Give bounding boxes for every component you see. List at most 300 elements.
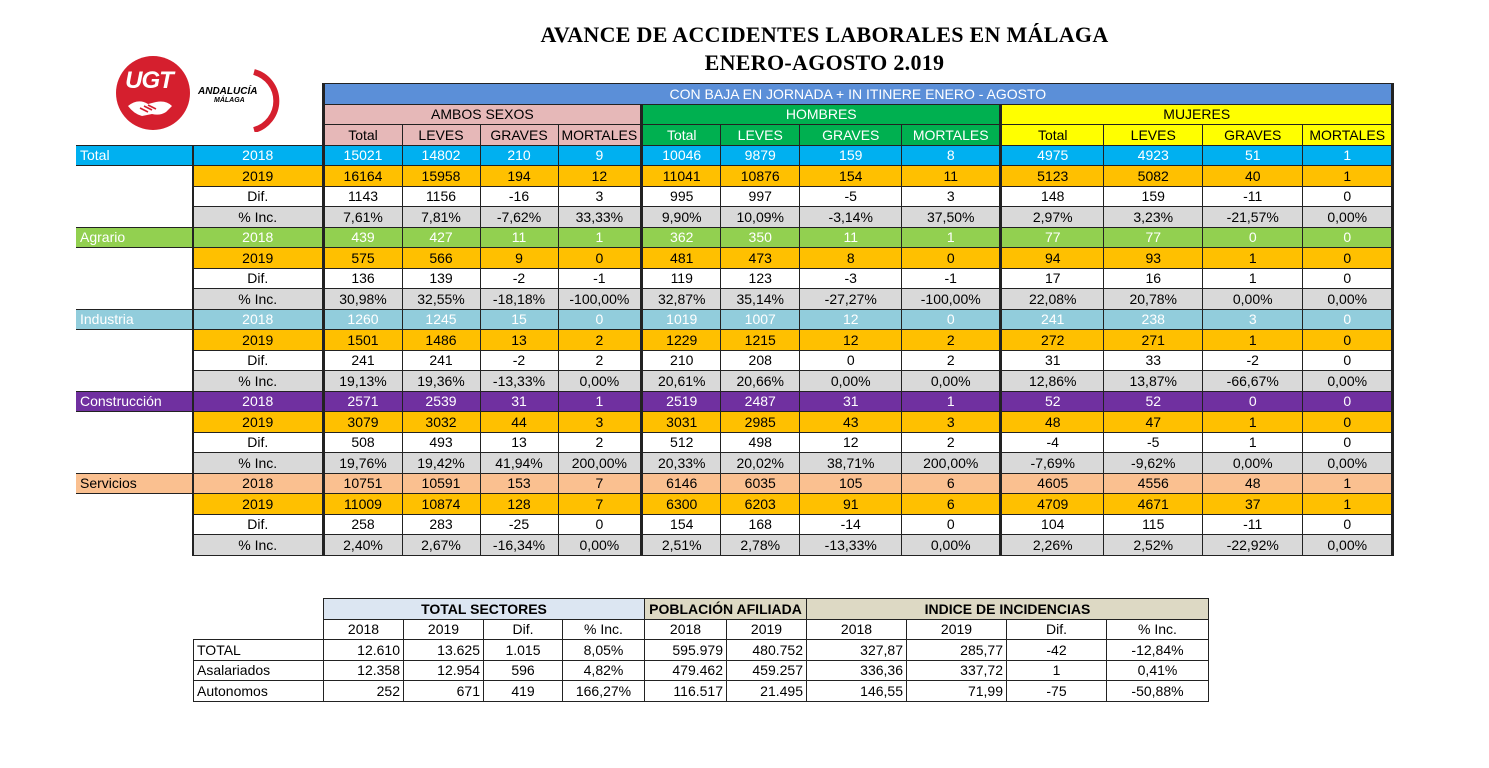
cell-mujeres: 0,00% (1303, 453, 1393, 474)
cell: 12.610 (324, 640, 404, 661)
sector-label: Total (76, 145, 193, 166)
cell-hombres: 11 (800, 227, 902, 248)
column-header: 2019 (727, 619, 807, 640)
cell-hombres: 6146 (642, 473, 721, 494)
cell-hombres: 208 (721, 350, 800, 371)
cell-hombres: 12 (800, 309, 902, 330)
cell-ambos: 1 (558, 227, 642, 248)
cell: 595.979 (645, 640, 727, 661)
cell-mujeres: 0 (1303, 186, 1393, 207)
row-label: Autonomos (194, 681, 324, 702)
cell-ambos: 1 (558, 391, 642, 412)
cell-mujeres: 4556 (1104, 473, 1203, 494)
sector-label-empty (76, 186, 193, 207)
cell-ambos: 32,55% (402, 289, 480, 310)
cell-ambos: 283 (402, 514, 480, 535)
table-row (76, 473, 1393, 494)
cell: 336,36 (807, 660, 907, 681)
cell: 12.358 (324, 660, 404, 681)
cell-mujeres: 48 (1203, 473, 1303, 494)
cell-hombres: 995 (642, 186, 721, 207)
cell-hombres: 168 (721, 514, 800, 535)
cell-ambos: 566 (402, 248, 480, 269)
cell-hombres: -5 (800, 186, 902, 207)
cell-hombres: 6 (902, 473, 1001, 494)
blank (194, 619, 324, 640)
cell: 13.625 (404, 640, 484, 661)
cell-hombres: 1 (902, 391, 1001, 412)
blank (76, 125, 323, 146)
cell: -12,84% (1107, 640, 1209, 661)
table-row (76, 248, 1393, 269)
cell-mujeres: 148 (1001, 186, 1104, 207)
cell-hombres: 3 (902, 412, 1001, 433)
cell-hombres: 362 (642, 227, 721, 248)
cell-hombres: 35,14% (721, 289, 800, 310)
cell-ambos: 2571 (323, 391, 402, 412)
row-label: % Inc. (193, 371, 323, 392)
cell-mujeres: 0 (1203, 227, 1303, 248)
column-header: LEVES (402, 125, 480, 146)
column-header: MORTALES (902, 125, 1001, 146)
table-row (76, 350, 1393, 371)
cell-ambos: -7,62% (480, 207, 558, 228)
row-label: % Inc. (193, 535, 323, 556)
cell: 21.495 (727, 681, 807, 702)
table-row (76, 535, 1393, 556)
cell-ambos: 2539 (402, 391, 480, 412)
cell-hombres: 2487 (721, 391, 800, 412)
cell-ambos: 1260 (323, 309, 402, 330)
cell-mujeres: -2 (1203, 350, 1303, 371)
logo-region: ANDALUCÍA (198, 86, 258, 97)
cell-ambos: 11 (480, 227, 558, 248)
cell-ambos: 258 (323, 514, 402, 535)
cell-mujeres: 4709 (1001, 494, 1104, 515)
cell-ambos: 1245 (402, 309, 480, 330)
cell-ambos: 0 (558, 248, 642, 269)
cell-hombres: 11041 (642, 166, 721, 187)
cell-ambos: 241 (402, 350, 480, 371)
cell-mujeres: 13,87% (1104, 371, 1203, 392)
cell-hombres: 9879 (721, 145, 800, 166)
row-label: Dif. (193, 268, 323, 289)
row-label: 2019 (193, 166, 323, 187)
row-label: TOTAL (194, 640, 324, 661)
cell-mujeres: 47 (1104, 412, 1203, 433)
group-header: AMBOS SEXOS (323, 104, 642, 125)
page-title: AVANCE DE ACCIDENTES LABORALES EN MÁLAGA (540, 22, 1109, 47)
group-header: HOMBRES (642, 104, 1001, 125)
cell-ambos: -2 (480, 350, 558, 371)
cell-hombres: 105 (800, 473, 902, 494)
sector-label-empty (76, 453, 193, 474)
row-label: 2018 (193, 309, 323, 330)
cell-mujeres: 238 (1104, 309, 1203, 330)
row-label: % Inc. (193, 289, 323, 310)
cell-mujeres: 1 (1203, 248, 1303, 269)
cell-hombres: 20,66% (721, 371, 800, 392)
cell-ambos: -100,00% (558, 289, 642, 310)
cell-ambos: 33,33% (558, 207, 642, 228)
blank (76, 84, 323, 105)
cell-mujeres: 159 (1104, 186, 1203, 207)
cell-mujeres: 12,86% (1001, 371, 1104, 392)
cell-hombres: 1215 (721, 330, 800, 351)
sector-label-empty (76, 330, 193, 351)
page-subtitle: ENERO-AGOSTO 2.019 (704, 50, 945, 75)
cell-hombres: -14 (800, 514, 902, 535)
table-row (76, 494, 1393, 515)
cell-ambos: -16,34% (480, 535, 558, 556)
cell: 146,55 (807, 681, 907, 702)
cell: 327,87 (807, 640, 907, 661)
cell-ambos: 13 (480, 432, 558, 453)
cell-mujeres: 1 (1203, 330, 1303, 351)
cell-mujeres: 271 (1104, 330, 1203, 351)
cell-hombres: 997 (721, 186, 800, 207)
row-label: Dif. (193, 432, 323, 453)
cell-hombres: 6035 (721, 473, 800, 494)
cell-mujeres: 4975 (1001, 145, 1104, 166)
cell-ambos: 136 (323, 268, 402, 289)
cell-hombres: 43 (800, 412, 902, 433)
cell-ambos: 2 (558, 330, 642, 351)
cell-mujeres: 0 (1203, 391, 1303, 412)
cell-ambos: -13,33% (480, 371, 558, 392)
cell-mujeres: 40 (1203, 166, 1303, 187)
cell-ambos: 13 (480, 330, 558, 351)
cell-mujeres: 0,00% (1303, 535, 1393, 556)
cell-ambos: 15021 (323, 145, 402, 166)
cell-hombres: 2 (902, 350, 1001, 371)
cell-ambos: 194 (480, 166, 558, 187)
cell-mujeres: 4923 (1104, 145, 1203, 166)
cell: 480.752 (727, 640, 807, 661)
cell-ambos: 19,36% (402, 371, 480, 392)
cell-mujeres: 0,00% (1203, 453, 1303, 474)
cell-mujeres: 1 (1303, 494, 1393, 515)
column-header: 2018 (324, 619, 404, 640)
column-header: LEVES (721, 125, 800, 146)
table-row (76, 186, 1393, 207)
table-row (76, 514, 1393, 535)
cell-ambos: 10591 (402, 473, 480, 494)
logo-city: MÁLAGA (214, 97, 245, 104)
cell-ambos: 3079 (323, 412, 402, 433)
cell-ambos: 3032 (402, 412, 480, 433)
table-row (76, 309, 1393, 330)
cell-mujeres: -4 (1001, 432, 1104, 453)
column-header: 2018 (807, 619, 907, 640)
cell-mujeres: 37 (1203, 494, 1303, 515)
table-row (76, 227, 1393, 248)
cell-mujeres: 1 (1203, 268, 1303, 289)
row-label: Dif. (193, 350, 323, 371)
cell-mujeres: 1 (1303, 473, 1393, 494)
sector-label-empty (76, 371, 193, 392)
cell-mujeres: 0 (1303, 330, 1393, 351)
cell-ambos: -25 (480, 514, 558, 535)
cell-hombres: 9,90% (642, 207, 721, 228)
cell-ambos: 7,81% (402, 207, 480, 228)
cell-hombres: 1007 (721, 309, 800, 330)
cell-hombres: 159 (800, 145, 902, 166)
cell-mujeres: 33 (1104, 350, 1203, 371)
cell-mujeres: 0 (1303, 268, 1393, 289)
cell: -42 (1007, 640, 1107, 661)
cell-hombres: 498 (721, 432, 800, 453)
column-header: Total (323, 125, 402, 146)
cell-hombres: -27,27% (800, 289, 902, 310)
cell-hombres: -3 (800, 268, 902, 289)
cell-ambos: 1486 (402, 330, 480, 351)
cell-hombres: 2 (902, 432, 1001, 453)
cell-mujeres: 4605 (1001, 473, 1104, 494)
column-header: LEVES (1104, 125, 1203, 146)
cell-hombres: 481 (642, 248, 721, 269)
cell-mujeres: 20,78% (1104, 289, 1203, 310)
cell-ambos: 0,00% (558, 535, 642, 556)
cell-mujeres: 1 (1303, 166, 1393, 187)
cell-ambos: 439 (323, 227, 402, 248)
sector-label-empty (76, 268, 193, 289)
cell-hombres: 31 (800, 391, 902, 412)
cell-mujeres: -9,62% (1104, 453, 1203, 474)
cell-hombres: 3031 (642, 412, 721, 433)
cell-hombres: 1229 (642, 330, 721, 351)
table-row (76, 412, 1393, 433)
cell-mujeres: 22,08% (1001, 289, 1104, 310)
cell-hombres: 1 (902, 227, 1001, 248)
cell-ambos: -18,18% (480, 289, 558, 310)
group-header: TOTAL SECTORES (324, 599, 645, 620)
cell-mujeres: 241 (1001, 309, 1104, 330)
cell-mujeres: 3,23% (1104, 207, 1203, 228)
cell-ambos: -1 (558, 268, 642, 289)
table-row (76, 391, 1393, 412)
table-row (76, 330, 1393, 351)
row-label: Asalariados (194, 660, 324, 681)
sector-label-empty (76, 432, 193, 453)
cell-hombres: 473 (721, 248, 800, 269)
cell-hombres: -3,14% (800, 207, 902, 228)
cell-ambos: 3 (558, 186, 642, 207)
sector-label: Industria (76, 309, 193, 330)
sector-label-empty (76, 166, 193, 187)
accidents-table (76, 83, 1394, 556)
blank (76, 104, 323, 125)
cell-hombres: 0,00% (902, 535, 1001, 556)
cell-hombres: 37,50% (902, 207, 1001, 228)
cell-hombres: 20,33% (642, 453, 721, 474)
cell-ambos: 200,00% (558, 453, 642, 474)
column-header: 2019 (404, 619, 484, 640)
cell-hombres: 154 (642, 514, 721, 535)
cell-hombres: 91 (800, 494, 902, 515)
cell-mujeres: 0,00% (1303, 371, 1393, 392)
cell-mujeres: 115 (1104, 514, 1203, 535)
cell-mujeres: 2,52% (1104, 535, 1203, 556)
banner: CON BAJA EN JORNADA + IN ITINERE ENERO - AGOSTO (323, 84, 1393, 105)
row-label: 2018 (193, 391, 323, 412)
table-row (76, 432, 1393, 453)
column-header: Dif. (484, 619, 563, 640)
row-label: 2018 (193, 145, 323, 166)
row-label: % Inc. (193, 207, 323, 228)
table-row (194, 660, 1209, 681)
column-header: 2019 (907, 619, 1007, 640)
cell-ambos: 2 (558, 432, 642, 453)
cell-mujeres: -11 (1203, 514, 1303, 535)
cell-mujeres: 52 (1001, 391, 1104, 412)
sector-label: Agrario (76, 227, 193, 248)
cell-hombres: 20,02% (721, 453, 800, 474)
table-row (76, 166, 1393, 187)
sector-label-empty (76, 289, 193, 310)
cell-hombres: 154 (800, 166, 902, 187)
cell-ambos: 16164 (323, 166, 402, 187)
cell-hombres: 38,71% (800, 453, 902, 474)
row-label: 2019 (193, 248, 323, 269)
cell-hombres: 350 (721, 227, 800, 248)
cell-ambos: 1501 (323, 330, 402, 351)
cell-mujeres: 272 (1001, 330, 1104, 351)
cell: 459.257 (727, 660, 807, 681)
cell-mujeres: 0 (1303, 514, 1393, 535)
group-header: POBLACIÓN AFILIADA (645, 599, 807, 620)
cell-ambos: -2 (480, 268, 558, 289)
cell: 337,72 (907, 660, 1007, 681)
cell-hombres: 11 (902, 166, 1001, 187)
cell-hombres: 8 (902, 145, 1001, 166)
group-header: MUJERES (1001, 104, 1393, 125)
cell-mujeres: 0,00% (1303, 289, 1393, 310)
cell-mujeres: -11 (1203, 186, 1303, 207)
cell-ambos: 10874 (402, 494, 480, 515)
cell-mujeres: 0 (1303, 227, 1393, 248)
cell-hombres: 119 (642, 268, 721, 289)
cell-hombres: 8 (800, 248, 902, 269)
cell-mujeres: 104 (1001, 514, 1104, 535)
cell: 166,27% (563, 681, 645, 702)
row-label: 2019 (193, 412, 323, 433)
table-row (76, 207, 1393, 228)
sector-label-empty (76, 350, 193, 371)
cell-hombres: 0 (800, 350, 902, 371)
cell: 8,05% (563, 640, 645, 661)
cell-mujeres: 51 (1203, 145, 1303, 166)
cell-mujeres: 0 (1303, 391, 1393, 412)
cell-hombres: 6300 (642, 494, 721, 515)
summary-group-row (194, 599, 1209, 620)
cell-hombres: 32,87% (642, 289, 721, 310)
cell-hombres: 12 (800, 432, 902, 453)
cell-ambos: 9 (558, 145, 642, 166)
cell-hombres: 2,78% (721, 535, 800, 556)
sector-label-empty (76, 535, 193, 556)
cell-ambos: 427 (402, 227, 480, 248)
cell-ambos: 139 (402, 268, 480, 289)
cell-mujeres: 1 (1303, 145, 1393, 166)
cell: 285,77 (907, 640, 1007, 661)
cell-mujeres: 0 (1303, 248, 1393, 269)
sector-label-empty (76, 514, 193, 535)
cell-hombres: 2,51% (642, 535, 721, 556)
table-row (194, 681, 1209, 702)
cell-mujeres: -21,57% (1203, 207, 1303, 228)
cell: -75 (1007, 681, 1107, 702)
sector-label-empty (76, 248, 193, 269)
summary-table (193, 598, 1209, 702)
cell-mujeres: 0 (1303, 309, 1393, 330)
summary-column-row (194, 619, 1209, 640)
cell-mujeres: 1 (1203, 412, 1303, 433)
column-header-row (76, 125, 1393, 146)
cell-mujeres: 16 (1104, 268, 1203, 289)
row-label: Dif. (193, 514, 323, 535)
cell-hombres: 6 (902, 494, 1001, 515)
cell-ambos: 1143 (323, 186, 402, 207)
column-header: MORTALES (1303, 125, 1393, 146)
cell-hombres: 6203 (721, 494, 800, 515)
cell-mujeres: 0 (1303, 350, 1393, 371)
cell: 419 (484, 681, 563, 702)
cell-mujeres: 2,26% (1001, 535, 1104, 556)
cell-mujeres: 0 (1303, 432, 1393, 453)
cell-ambos: 9 (480, 248, 558, 269)
cell-mujeres: 5123 (1001, 166, 1104, 187)
cell: 1.015 (484, 640, 563, 661)
cell-ambos: 19,13% (323, 371, 402, 392)
row-label: 2019 (193, 494, 323, 515)
cell-hombres: 2519 (642, 391, 721, 412)
cell-ambos: 30,98% (323, 289, 402, 310)
cell-mujeres: 0,00% (1303, 207, 1393, 228)
sector-label-empty (76, 494, 193, 515)
column-header: Total (1001, 125, 1104, 146)
cell: 479.462 (645, 660, 727, 681)
cell-mujeres: 94 (1001, 248, 1104, 269)
cell-hombres: 0,00% (902, 371, 1001, 392)
cell: 0,41% (1107, 660, 1209, 681)
cell-ambos: 7 (558, 473, 642, 494)
cell-hombres: 10,09% (721, 207, 800, 228)
cell-ambos: 3 (558, 412, 642, 433)
blank (194, 599, 324, 620)
cell-hombres: 0 (902, 309, 1001, 330)
cell-ambos: 128 (480, 494, 558, 515)
cell: 1 (1007, 660, 1107, 681)
cell-ambos: 241 (323, 350, 402, 371)
column-header: GRAVES (1203, 125, 1303, 146)
logo-text: UGT (125, 67, 173, 94)
table-row (76, 289, 1393, 310)
cell-mujeres: -7,69% (1001, 453, 1104, 474)
cell-ambos: 12 (558, 166, 642, 187)
cell-hombres: 1019 (642, 309, 721, 330)
cell-ambos: 0,00% (558, 371, 642, 392)
cell-ambos: 2,67% (402, 535, 480, 556)
cell-hombres: 2985 (721, 412, 800, 433)
cell-hombres: -13,33% (800, 535, 902, 556)
cell-ambos: 19,42% (402, 453, 480, 474)
group-header: INDICE DE INCIDENCIAS (807, 599, 1209, 620)
cell-ambos: 19,76% (323, 453, 402, 474)
cell: 671 (404, 681, 484, 702)
column-header: 2018 (645, 619, 727, 640)
cell-mujeres: -5 (1104, 432, 1203, 453)
